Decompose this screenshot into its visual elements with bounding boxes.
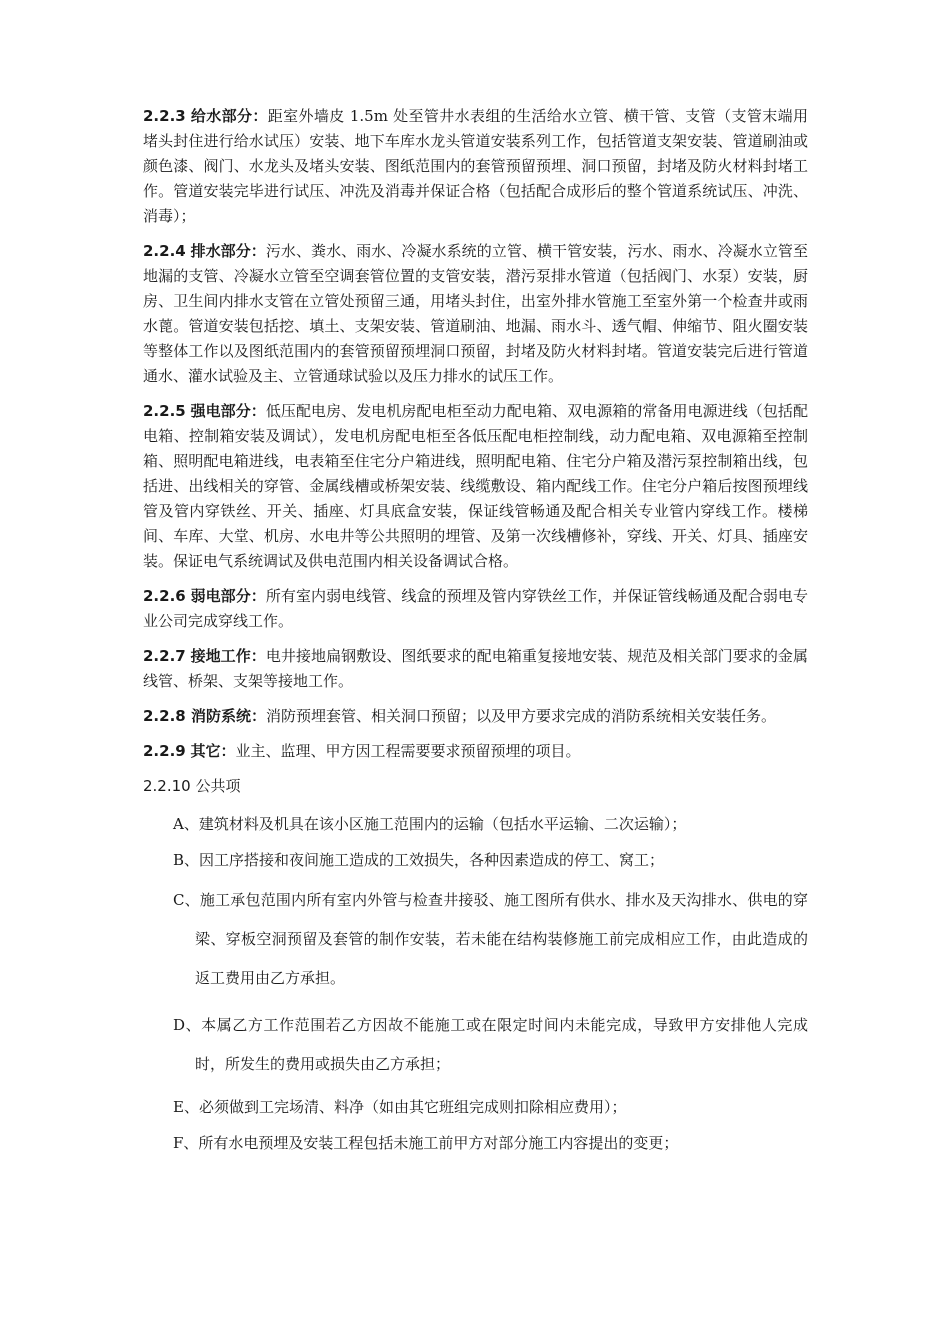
public-item-e: E、必须做到工完场清、料净（如由其它班组完成则扣除相应费用）； [173, 1098, 627, 1116]
section-number: 2.2.5 [143, 402, 186, 420]
section-text: 业主、监理、甲方因工程需要要求预留预埋的项目。 [235, 742, 581, 760]
section-text: 电井接地扁钢敷设、图纸要求的配电箱重复接地安装、规范及相关部门要求的金属线管、桥架、支架等接地工作。 [143, 647, 808, 690]
section-heading: 其它： [190, 742, 236, 760]
section-heading: 弱电部分： [190, 587, 266, 605]
section-number: 2.2.4 [143, 242, 186, 260]
public-item-c: C、施工承包范围内所有室内外管与检查井接驳、施工图所有供水、排水及天沟排水、供电的穿梁、穿板空洞预留及套管的制作安装，若未能在结构装修施工前完成相应工作，由此造成的返工费用由乙方承担。 [173, 891, 808, 987]
section-text: 距室外墙皮 1.5m 处至管井水表组的生活给水立管、横干管、支管（支管末端用堵头封住进行给水试压）安装、地下车库水龙头管道安装系列工作，包括管道支架安装、管道刷油或颜色漆、阀门、水龙头及堵头安装、图纸范围内的套管预留预埋、洞口预留，封堵及防火材料封堵工作。管道安装完毕进行试压、冲洗及消毒并保证合格（包括配合成形后的整个管道系统试压、冲洗、消毒）； [143, 107, 808, 225]
document-body [143, 104, 808, 1164]
section-heading: 强电部分： [190, 402, 266, 420]
section-heading: 消防系统： [185, 707, 266, 725]
section-text: 消防预埋套管、相关洞口预留；以及甲方要求完成的消防系统相关安装任务。 [265, 707, 776, 725]
section-2-2-8 [143, 704, 808, 729]
section-2-2-4 [143, 239, 808, 389]
section-text: 污水、粪水、雨水、冷凝水系统的立管、横干管安装，污水、雨水、冷凝水立管至地漏的支管、冷凝水立管至空调套管位置的支管安装，潜污泵排水管道（包括阀门、水泵）安装，厨房、卫生间内排水支管在立管处预留三通，用堵头封住，出室外排水管施工至室外第一个检查井或雨水蓖。管道安装包括挖、填土、支架安装、管道刷油、地漏、雨水斗、透气帽、伸缩节、阻火圈安装等整体工作以及图纸范围内的套管预留预埋洞口预留，封堵及防火材料封堵。管道安装完后进行管道通水、灌水试验及主、立管通球试验以及压力排水的试压工作。 [143, 242, 808, 385]
section-heading: 接地工作： [190, 647, 266, 665]
section-heading: 排水部分： [190, 242, 266, 260]
public-item-a: A、建筑材料及机具在该小区施工范围内的运输（包括水平运输、二次运输）； [173, 815, 687, 833]
section-text: 低压配电房、发电机房配电柜至动力配电箱、双电源箱的常备用电源进线（包括配电箱、控制箱安装及调试），发电机房配电柜至各低压配电柜控制线，动力配电箱、双电源箱至控制箱、照明配电箱进线，电表箱至住宅分户箱进线，照明配电箱、住宅分户箱及潜污泵控制箱出线，包括进、出线相关的穿管、金属线槽或桥架安装、线缆敷设、箱内配线工作。住宅分户箱后按图预埋线管及管内穿铁丝、开关、插座、灯具底盒安装，保证线管畅通及配合相关专业管内穿线工作。楼梯间、车库、大堂、机房、水电井等公共照明的埋管、及第一次线槽修补，穿线、开关、灯具、插座安装。保证电气系统调试及供电范围内相关设备调试合格。 [143, 402, 808, 570]
section-2-2-7 [143, 644, 808, 694]
section-heading: 给水部分： [190, 107, 268, 125]
section-number: 2.2.3 [143, 107, 186, 125]
section-2-2-5 [143, 399, 808, 574]
public-items-heading: 2.2.10 公共项 [143, 777, 241, 795]
section-number: 2.2.6 [143, 587, 186, 605]
section-number: 2.2.9 [143, 742, 186, 760]
section-number: 2.2.8 [143, 707, 186, 725]
section-2-2-6 [143, 584, 808, 634]
public-item-f: F、所有水电预埋及安装工程包括未施工前甲方对部分施工内容提出的变更； [173, 1134, 679, 1152]
public-item-b: B、因工序搭接和夜间施工造成的工效损失，各种因素造成的停工、窝工； [173, 851, 665, 869]
public-item-d: D、本属乙方工作范围若乙方因故不能施工或在限定时间内未能完成，导致甲方安排他人完成时，所发生的费用或损失由乙方承担； [173, 1016, 808, 1073]
section-text: 所有室内弱电线管、线盒的预埋及管内穿铁丝工作，并保证管线畅通及配合弱电专业公司完成穿线工作。 [143, 587, 808, 630]
section-number: 2.2.7 [143, 647, 186, 665]
section-2-2-9 [143, 739, 808, 764]
section-2-2-3 [143, 104, 808, 229]
